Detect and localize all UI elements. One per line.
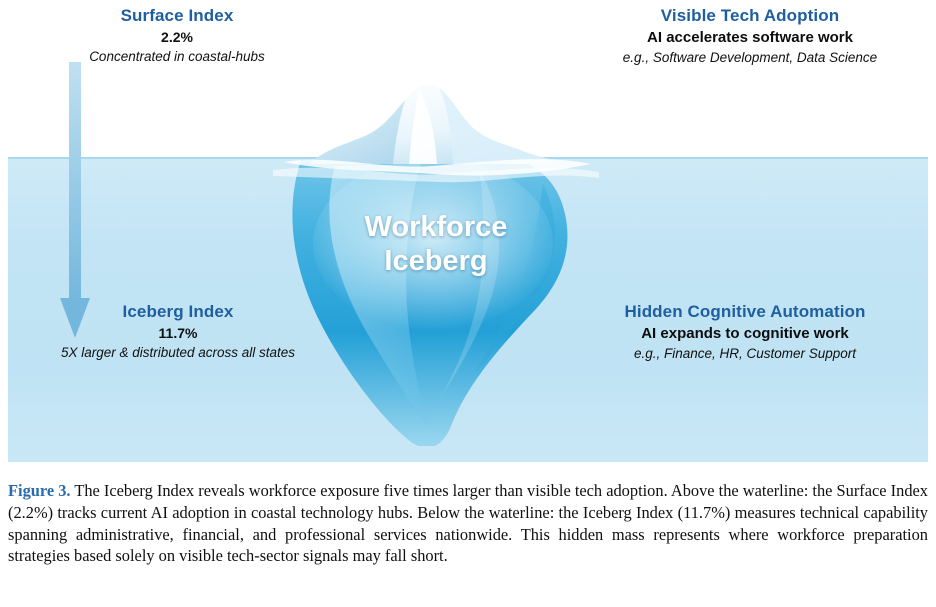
iceberg-graphic [243,74,623,446]
visible-tech-adoption-label [585,6,915,65]
figure-caption [8,480,928,567]
iceberg-index-title: Iceberg Index [122,302,234,321]
surface-index-title: Surface Index [120,6,234,25]
visible-tech-statement: AI accelerates software work [647,29,853,46]
hidden-cognitive-automation-label [570,302,920,361]
hidden-cognitive-statement: AI expands to cognitive work [641,325,849,342]
iceberg-index-subtitle: 5X larger & distributed across all states [60,345,296,360]
surface-index-subtitle: Concentrated in coastal-hubs [89,49,265,64]
figure-caption-text: The Iceberg Index reveals workforce exposure five times larger than visible tech adoption. Above the waterline: the Surface Index (2.2%) tracks current AI adoption in coastal technology hubs. Below the waterline: the Iceberg Index (11.7%) measures technical capability spanning administrative, financial, and professional services nationwide. This hidden mass represents where workforce preparation strategies based solely on visible tech-sector signals may fall short. [8,481,929,566]
figure-caption-label: Figure 3. [8,481,71,500]
iceberg-center-label-line2: Iceberg [384,245,488,278]
iceberg-index-label [28,302,328,360]
visible-tech-examples: e.g., Software Development, Data Science [622,50,878,65]
visible-tech-title: Visible Tech Adoption [660,6,840,25]
iceberg-index-value: 11.7% [158,325,198,341]
hidden-cognitive-examples: e.g., Finance, HR, Customer Support [633,346,857,361]
surface-index-label [52,6,302,64]
hidden-cognitive-title: Hidden Cognitive Automation [624,302,866,321]
downward-arrow-icon [58,62,92,340]
iceberg-center-label-line1: Workforce [364,211,508,243]
surface-index-value: 2.2% [161,29,193,45]
